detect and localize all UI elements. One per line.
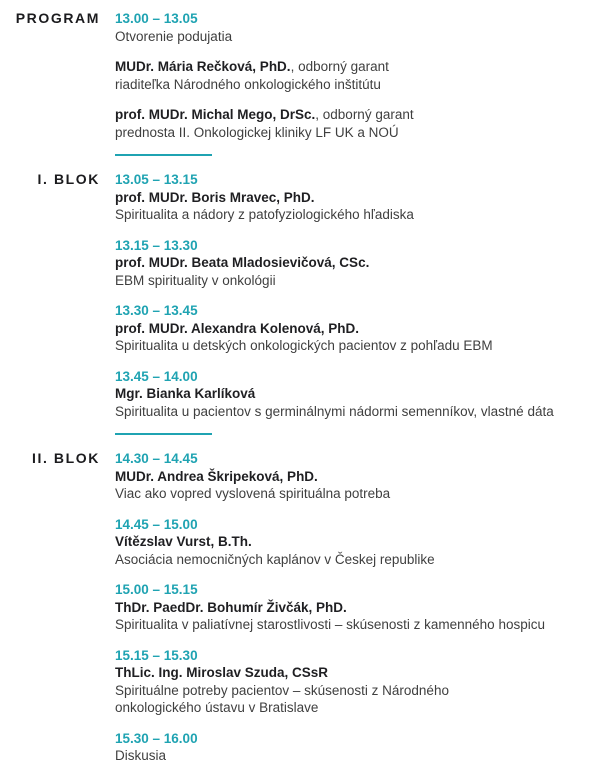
section-label-column — [0, 10, 100, 27]
schedule-entry — [115, 730, 600, 765]
entry-description: prednosta II. Onkologickej kliniky LF UK a NOÚ — [115, 124, 399, 140]
speaker-name: Mgr. Bianka Karlíková — [115, 386, 256, 401]
speaker-name: prof. MUDr. Michal Mego, DrSc. — [115, 107, 316, 122]
entry-description: Spirituálne potreby pacientov – skúsenosti z Národného — [115, 682, 449, 698]
schedule-entry — [115, 106, 600, 141]
entry-description: onkologického ústavu v Bratislave — [115, 700, 319, 715]
section-label-column — [0, 171, 100, 188]
schedule-entry — [115, 581, 600, 634]
speaker-name: prof. MUDr. Beata Mladosievičová, CSc. — [115, 255, 370, 270]
schedule-entry — [115, 368, 600, 421]
speaker-role: , odborný garant — [315, 107, 414, 122]
speaker-name: ThDr. PaedDr. Bohumír Živčák, PhD. — [115, 599, 347, 615]
section-program — [0, 10, 600, 171]
entry-time: 13.05 – 13.15 — [115, 172, 198, 187]
schedule-entry — [115, 647, 600, 717]
section-label: I. BLOK — [37, 171, 100, 187]
speaker-name: ThLic. Ing. Miroslav Szuda, CSsR — [115, 665, 329, 680]
speaker-name: Vítězslav Vurst, B.Th. — [115, 534, 252, 549]
speaker-name: prof. MUDr. Boris Mravec, PhD. — [115, 189, 315, 205]
entry-time: 13.45 – 14.00 — [115, 368, 198, 384]
entry-description: EBM spirituality v onkológii — [115, 272, 276, 288]
schedule-entry — [115, 10, 600, 45]
section-divider — [115, 154, 212, 156]
section-blok-2 — [0, 450, 600, 778]
section-label-column — [0, 450, 100, 467]
speaker-name: MUDr. Andrea Škripeková, PhD. — [115, 468, 318, 484]
schedule-entry — [115, 450, 600, 503]
section-content-column — [100, 171, 600, 450]
entry-description: Spiritualita a nádory z patofyziologického hľadiska — [115, 207, 414, 222]
speaker-name: prof. MUDr. Alexandra Kolenová, PhD. — [115, 320, 360, 336]
section-content-column — [100, 10, 600, 171]
section-blok-1 — [0, 171, 600, 450]
schedule-entry — [115, 171, 600, 224]
section-label: PROGRAM — [15, 10, 100, 26]
entry-description: Spiritualita u detských onkologických pacientov z pohľadu EBM — [115, 338, 493, 353]
entry-time: 14.30 – 14.45 — [115, 451, 198, 466]
entry-description: Spiritualita u pacientov s germinálnymi nádormi semenníkov, vlastné dáta — [115, 403, 554, 419]
entry-speaker-line — [115, 106, 600, 124]
entry-description: riaditeľka Národného onkologického inštitútu — [115, 76, 381, 92]
schedule-entry — [115, 302, 600, 355]
section-label: II. BLOK — [31, 450, 100, 466]
section-content-column — [100, 450, 600, 778]
schedule-entry — [115, 516, 600, 569]
entry-time: 15.30 – 16.00 — [115, 730, 198, 746]
entry-description: Asociácia nemocničných kaplánov v Českej republike — [115, 551, 435, 567]
entry-time: 13.00 – 13.05 — [115, 11, 198, 26]
entry-description: Spiritualita v paliatívnej starostlivosti – skúsenosti z kamenného hospicu — [115, 617, 545, 632]
entry-time: 15.00 – 15.15 — [115, 582, 198, 597]
speaker-role: , odborný garant — [290, 59, 389, 74]
schedule-entry — [115, 237, 600, 290]
entry-time: 14.45 – 15.00 — [115, 516, 198, 532]
entry-description: Diskusia — [115, 748, 167, 763]
section-divider — [115, 433, 212, 435]
entry-speaker-line — [115, 58, 600, 76]
speaker-name: MUDr. Mária Rečková, PhD. — [115, 59, 291, 74]
entry-description: Viac ako vopred vyslovená spirituálna potreba — [115, 486, 391, 501]
schedule-entry — [115, 58, 600, 93]
entry-time: 13.30 – 13.45 — [115, 303, 198, 318]
entry-time: 13.15 – 13.30 — [115, 237, 198, 253]
entry-time: 15.15 – 15.30 — [115, 647, 198, 663]
entry-description: Otvorenie podujatia — [115, 28, 233, 44]
